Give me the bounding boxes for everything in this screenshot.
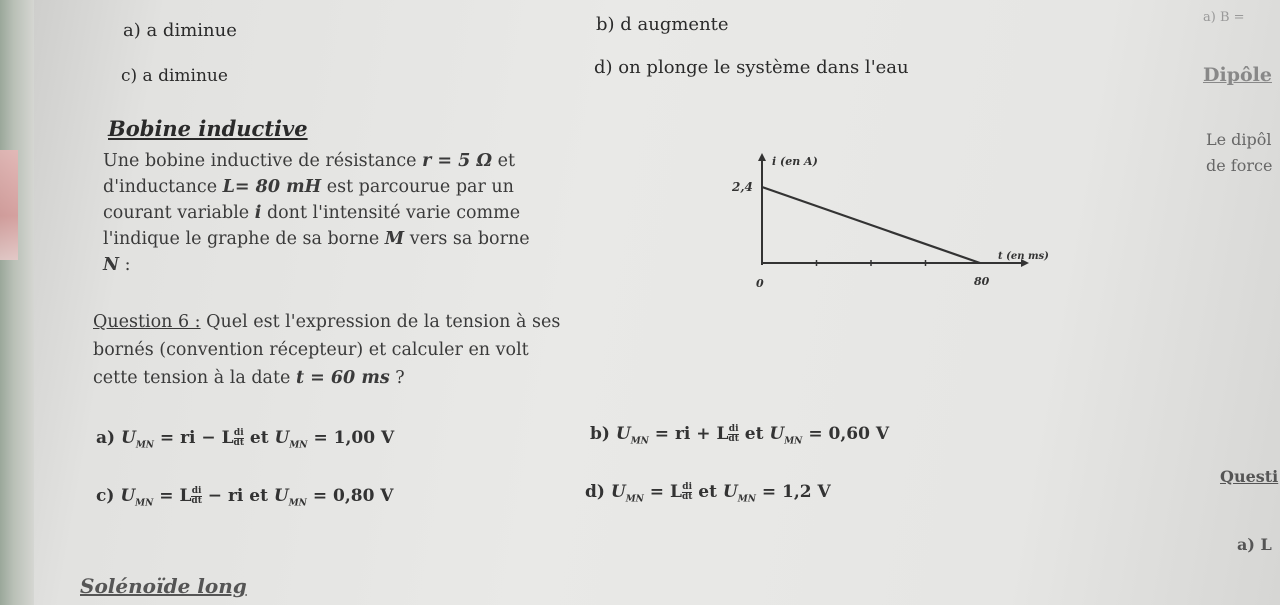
answer-a-expr: = ri − L xyxy=(154,428,234,448)
answer-a-sub2: MN xyxy=(289,440,308,451)
answer-a-lhs: U xyxy=(120,428,136,448)
answer-a-letter: a) xyxy=(96,428,116,448)
right-question: Questi xyxy=(1220,467,1279,486)
option-c-top: c) a diminue xyxy=(121,66,228,86)
right-heading: Dipôle xyxy=(1203,64,1272,86)
resistance-value: r = 5 Ω xyxy=(422,151,493,171)
current-symbol: i xyxy=(254,203,262,223)
section-paragraph xyxy=(103,148,548,278)
answer-c xyxy=(96,486,394,508)
answer-c-expr: = L xyxy=(153,486,192,506)
y-tick-label: 2,4 xyxy=(732,180,753,194)
answer-b-fraction xyxy=(728,425,738,444)
answer-c-tail: − ri et xyxy=(201,486,274,506)
answer-d-sub2: MN xyxy=(737,494,756,505)
answer-c-letter: c) xyxy=(96,486,115,506)
para-text-5: vers sa borne xyxy=(404,229,530,249)
answer-a-den: dt xyxy=(233,438,244,448)
answer-b-sub2: MN xyxy=(784,436,803,447)
answer-d-value: = 1,2 V xyxy=(755,482,831,502)
answer-b-letter: b) xyxy=(590,424,610,444)
answer-d xyxy=(585,482,831,504)
question-6 xyxy=(93,308,563,392)
answer-c-fraction xyxy=(191,487,201,506)
answer-b-u2: U xyxy=(769,424,785,444)
option-b-top: b) d augmente xyxy=(596,14,729,35)
answer-a-value: = 1,00 V xyxy=(307,428,395,448)
right-top-option: a) B = xyxy=(1203,10,1245,25)
para-text-3: est parcourue par un courant variable xyxy=(103,177,514,223)
option-d-top: d) on plonge le système dans l'eau xyxy=(594,57,909,78)
section-title: Bobine inductive xyxy=(108,116,308,141)
answer-c-num: di xyxy=(191,486,202,496)
answer-b-sub: MN xyxy=(630,436,649,447)
para-text-1: Une bobine inductive de résistance xyxy=(103,151,423,171)
terminal-m: M xyxy=(384,229,405,249)
answer-d-u2: U xyxy=(722,482,738,502)
para-text-6: : xyxy=(119,255,131,275)
question-label: Question 6 : xyxy=(93,312,201,332)
x-tick-label: 80 xyxy=(974,275,990,288)
answer-c-sub2: MN xyxy=(288,498,307,509)
answer-b-num: di xyxy=(728,424,739,434)
answer-a-fraction xyxy=(234,429,244,448)
answer-c-u2: U xyxy=(273,486,289,506)
para-text-2: et d'inductance xyxy=(103,151,515,197)
y-axis-arrow xyxy=(758,153,766,161)
right-line-1: Le dipôl xyxy=(1206,130,1272,149)
answer-d-fraction xyxy=(682,483,692,502)
answer-d-num: di xyxy=(682,482,693,492)
option-a-top: a) a diminue xyxy=(123,20,237,41)
answer-d-sub: MN xyxy=(625,494,644,505)
answer-b-lhs: U xyxy=(615,424,631,444)
answer-b xyxy=(590,424,889,446)
answer-c-den: dt xyxy=(191,496,202,506)
footer-title: Solénoïde long xyxy=(80,574,247,598)
question-text: Quel est l'expression de la tension à ses bornés (convention récepteur) et calculer en volt cette tension à la date xyxy=(93,312,561,388)
answer-b-tail: et xyxy=(738,424,770,444)
answer-a-num: di xyxy=(233,428,244,438)
answer-d-den: dt xyxy=(681,492,693,502)
answer-c-value: = 0,80 V xyxy=(306,486,394,506)
right-line-2: de force xyxy=(1206,156,1273,175)
answer-c-sub: MN xyxy=(135,498,154,509)
answer-a-u2: U xyxy=(274,428,290,448)
answer-a xyxy=(96,428,394,450)
answer-a-tail: et xyxy=(244,428,275,448)
y-axis-label: i (en A) xyxy=(772,155,818,168)
answer-b-expr: = ri + L xyxy=(648,424,729,444)
answer-d-expr: = L xyxy=(643,482,682,502)
terminal-n: N xyxy=(103,255,119,275)
inductance-value: L= 80 mH xyxy=(222,177,322,197)
question-end: ? xyxy=(389,368,405,388)
right-answer: a) L xyxy=(1237,535,1272,554)
question-time: t = 60 ms xyxy=(295,368,390,388)
current-graph xyxy=(720,145,1070,295)
answer-d-lhs: U xyxy=(610,482,626,502)
origin-label: 0 xyxy=(756,277,764,290)
page-left-edge xyxy=(0,0,34,605)
answer-b-value: = 0,60 V xyxy=(802,424,890,444)
answer-b-den: dt xyxy=(728,434,739,444)
answer-d-tail: et xyxy=(692,482,723,502)
answer-c-lhs: U xyxy=(120,486,136,506)
answer-a-sub: MN xyxy=(135,440,155,451)
para-text-4: dont l'intensité varie comme l'indique le graphe de sa borne xyxy=(103,203,521,249)
pink-mark xyxy=(0,150,18,260)
x-axis-label: t (en ms) xyxy=(998,251,1049,262)
series-line xyxy=(762,187,980,263)
answer-d-letter: d) xyxy=(585,482,605,502)
